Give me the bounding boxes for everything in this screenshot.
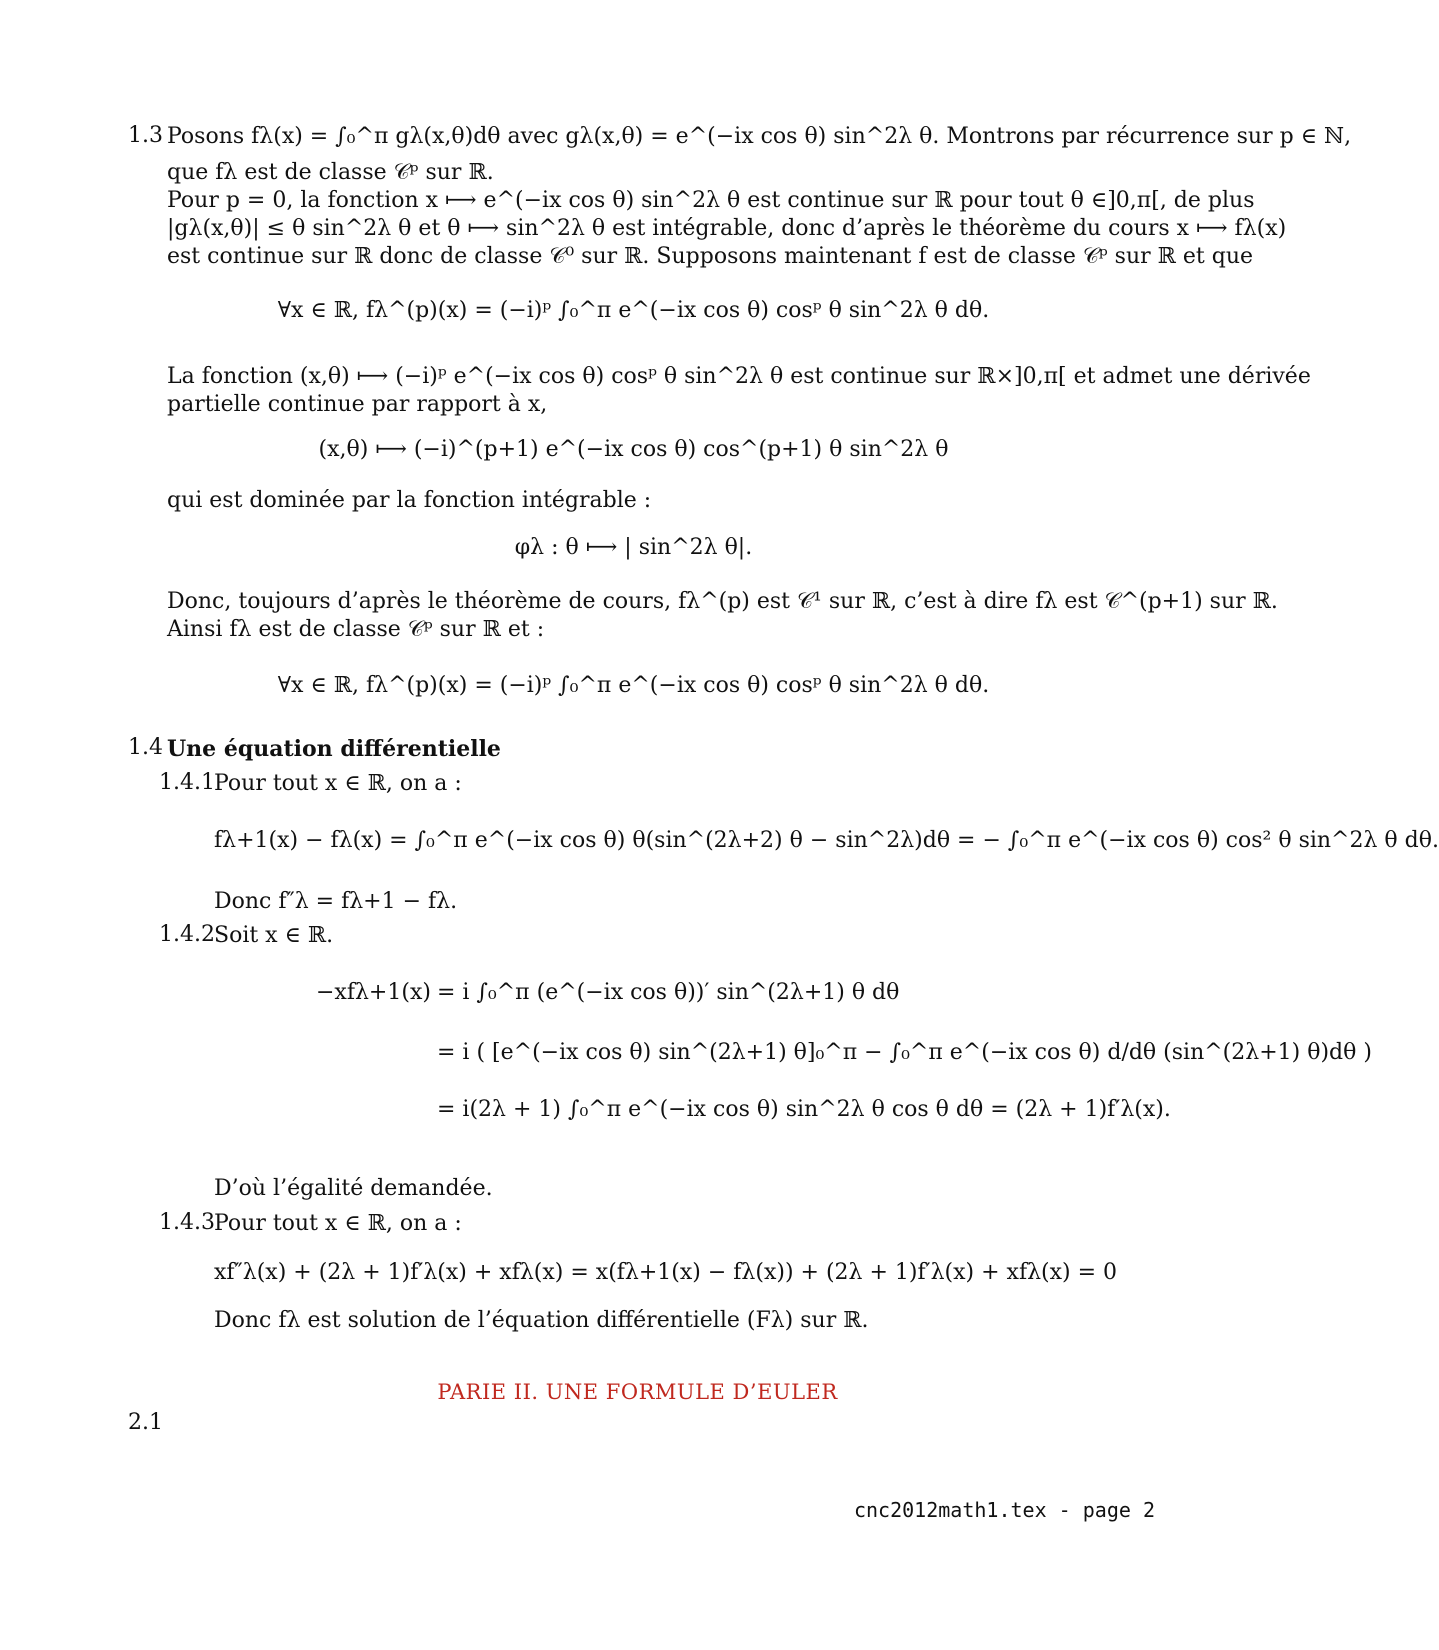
equation-step-1: = i ∫₀^π (e^(−ix cos θ))′ sin^(2λ+1) θ dθ xyxy=(437,980,900,1005)
equation-partial-derivative: (x,θ) ⟼ (−i)^(p+1) e^(−ix cos θ) cos^(p+1) θ sin^2λ θ xyxy=(318,437,949,462)
text-line: La fonction (x,θ) ⟼ (−i)ᵖ e^(−ix cos θ) cosᵖ θ sin^2λ θ est continue sur ℝ×]0,π[ et admet une dérivée xyxy=(167,364,1311,389)
section-number-1-4: 1.4 xyxy=(128,735,163,760)
section-title: Une équation différentielle xyxy=(167,736,501,762)
equation-differential: xf″λ(x) + (2λ + 1)f′λ(x) + xfλ(x) = x(fλ+1(x) − fλ(x)) + (2λ + 1)f′λ(x) + xfλ(x) = 0 xyxy=(214,1260,1118,1285)
subsection-1-4-2-text: Soit x ∈ ℝ. xyxy=(214,923,334,948)
equation-lhs: −xfλ+1(x) xyxy=(316,980,431,1005)
text-line: Donc, toujours d’après le théorème de cours, fλ^(p) est 𝒞¹ sur ℝ, c’est à dire fλ est 𝒞^(p+1) sur ℝ. xyxy=(167,589,1278,614)
section-number-2-1: 2.1 xyxy=(128,1410,163,1435)
subsection-number-1-4-2: 1.4.2 xyxy=(159,922,215,947)
text-line: Ainsi fλ est de classe 𝒞ᵖ sur ℝ et : xyxy=(167,617,545,642)
part-heading: PARIE II. UNE FORMULE D’EULER xyxy=(437,1380,838,1404)
equation-derivative-p: ∀x ∈ ℝ, fλ^(p)(x) = (−i)ᵖ ∫₀^π e^(−ix cos θ) cosᵖ θ sin^2λ θ dθ. xyxy=(277,298,990,323)
equation-derivative-p-final: ∀x ∈ ℝ, fλ^(p)(x) = (−i)ᵖ ∫₀^π e^(−ix cos θ) cosᵖ θ sin^2λ θ dθ. xyxy=(277,673,990,698)
subsection-1-4-1-text: Pour tout x ∈ ℝ, on a : xyxy=(214,771,462,796)
text-line: est continue sur ℝ donc de classe 𝒞⁰ sur ℝ. Supposons maintenant f est de classe 𝒞ᵖ sur ℝ et que xyxy=(167,244,1254,269)
subsection-1-4-2-conclusion: D’où l’égalité demandée. xyxy=(214,1176,493,1201)
text-line: que fλ est de classe 𝒞ᵖ sur ℝ. xyxy=(167,160,494,185)
text-line: qui est dominée par la fonction intégrable : xyxy=(167,488,652,513)
section-1-3-intro xyxy=(167,123,1352,271)
equation-step-2: = i ( [e^(−ix cos θ) sin^(2λ+1) θ]₀^π − ∫₀^π e^(−ix cos θ) d/dθ (sin^(2λ+1) θ)dθ ) xyxy=(437,1040,1372,1065)
subsection-number-1-4-3: 1.4.3 xyxy=(159,1210,215,1235)
equation-difference: fλ+1(x) − fλ(x) = ∫₀^π e^(−ix cos θ) θ(sin^(2λ+2) θ − sin^2λ)dθ = − ∫₀^π e^(−ix cos θ) cos² θ sin^2λ θ dθ. xyxy=(214,828,1439,853)
subsection-1-4-1-conclusion: Donc f″λ = fλ+1 − fλ. xyxy=(214,889,458,914)
section-1-3-step xyxy=(167,363,1311,419)
subsection-1-4-3-conclusion: Donc fλ est solution de l’équation différentielle (Fλ) sur ℝ. xyxy=(214,1308,869,1333)
subsection-1-4-3-text: Pour tout x ∈ ℝ, on a : xyxy=(214,1211,462,1236)
text-line: |gλ(x,θ)| ≤ θ sin^2λ θ et θ ⟼ sin^2λ θ est intégrable, donc d’après le théorème du cours x ⟼ fλ(x) xyxy=(167,216,1287,241)
text-line: Pour p = 0, la fonction x ⟼ e^(−ix cos θ) sin^2λ θ est continue sur ℝ pour tout θ ∈]0,π[, de plus xyxy=(167,188,1255,213)
text-line: partielle continue par rapport à x, xyxy=(167,392,548,417)
page-footer: cnc2012math1.tex - page 2 xyxy=(853,1498,1155,1522)
subsection-number-1-4-1: 1.4.1 xyxy=(159,770,215,795)
equation-dominating-function: φλ : θ ⟼ | sin^2λ θ|. xyxy=(514,535,753,560)
section-1-3-conclusion xyxy=(167,588,1278,644)
section-1-3-domination xyxy=(167,487,1100,515)
equation-step-3: = i(2λ + 1) ∫₀^π e^(−ix cos θ) sin^2λ θ cos θ dθ = (2λ + 1)f′λ(x). xyxy=(437,1097,1171,1122)
text-line: Posons fλ(x) = ∫₀^π gλ(x,θ)dθ avec gλ(x,θ) = e^(−ix cos θ) sin^2λ θ. Montrons par récurrence sur p ∈ ℕ, xyxy=(167,124,1352,149)
section-number-1-3: 1.3 xyxy=(128,123,163,148)
